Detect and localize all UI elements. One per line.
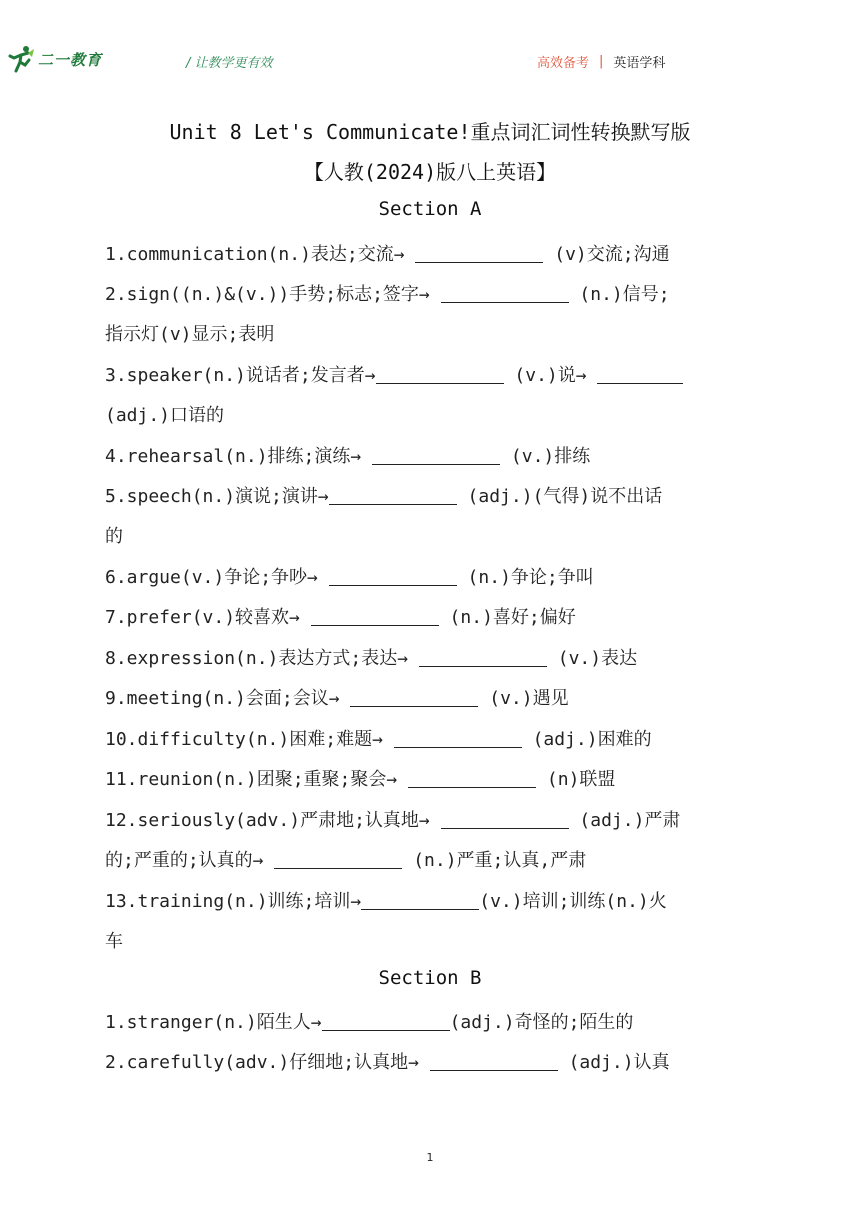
item-text: (adj.)严肃: [568, 810, 681, 831]
item-text: 4.rehearsal(n.)排练;演练→: [105, 446, 373, 467]
answer-blank[interactable]: [376, 365, 504, 384]
list-item: [105, 1048, 670, 1074]
list-item: [105, 280, 670, 306]
item-text: (n)联盟: [536, 769, 616, 790]
answer-blank[interactable]: [394, 729, 522, 748]
item-text: (v.)培训;训练(n.)火: [479, 891, 667, 912]
list-item-continuation: 指示灯(v)显示;表明: [105, 324, 275, 345]
item-text: (v.)说→: [503, 365, 598, 386]
item-text: 12.seriously(adv.)严肃地;认真地→: [105, 810, 441, 831]
answer-blank[interactable]: [415, 244, 543, 263]
list-item: [105, 361, 683, 387]
item-text: (v.)表达: [546, 648, 638, 669]
brand-logo: [6, 44, 102, 74]
answer-blank[interactable]: [274, 850, 402, 869]
list-item-continuation: (adj.)口语的: [105, 405, 225, 426]
list-item: [105, 442, 590, 468]
logo-text: 二一教育: [38, 50, 103, 69]
item-text: 1.communication(n.)表达;交流→: [105, 244, 416, 265]
item-text: 2.carefully(adv.)仔细地;认真地→: [105, 1052, 430, 1073]
item-text: (adj.)奇怪的;陌生的: [449, 1012, 634, 1033]
item-text: (v.)排练: [500, 446, 591, 467]
list-item: [105, 644, 637, 670]
section-a-heading: Section A: [378, 198, 482, 220]
list-item: [105, 684, 569, 710]
item-text: 3.speaker(n.)说话者;发言者→: [105, 365, 376, 386]
item-text: (adj.)(气得)说不出话: [456, 486, 663, 507]
answer-blank[interactable]: [597, 365, 683, 384]
item-text: 10.difficulty(n.)困难;难题→: [105, 729, 394, 750]
list-item: [105, 806, 680, 832]
list-item-continuation: 车: [105, 931, 123, 952]
answer-blank[interactable]: [311, 607, 439, 626]
answer-blank[interactable]: [441, 284, 569, 303]
list-item-continuation: [105, 846, 586, 872]
section-b-heading: Section B: [378, 967, 482, 989]
header-slogan: / 让教学更有效: [186, 56, 273, 71]
item-text: (v)交流;沟通: [543, 244, 670, 265]
answer-blank[interactable]: [430, 1052, 558, 1071]
answer-blank[interactable]: [329, 486, 457, 505]
list-item: [105, 240, 670, 266]
list-item-continuation: 的: [105, 526, 123, 547]
answer-blank[interactable]: [372, 446, 500, 465]
header-separator: |: [599, 54, 604, 69]
answer-blank[interactable]: [322, 1012, 450, 1031]
answer-blank[interactable]: [361, 891, 479, 910]
item-text: 7.prefer(v.)较喜欢→: [105, 607, 311, 628]
answer-blank[interactable]: [441, 810, 569, 829]
item-text: 13.training(n.)训练;培训→: [105, 891, 362, 912]
item-text: 5.speech(n.)演说;演讲→: [105, 486, 329, 507]
item-text: 的;严重的;认真的→: [105, 850, 275, 871]
list-item: [105, 603, 576, 629]
document-subtitle: 【人教(2024)版八上英语】: [303, 160, 557, 184]
item-text: (n.)喜好;偏好: [438, 607, 576, 628]
answer-blank[interactable]: [408, 769, 536, 788]
page-number: 1: [426, 1151, 434, 1164]
list-item: [105, 725, 652, 751]
answer-blank[interactable]: [329, 567, 457, 586]
item-text: 8.expression(n.)表达方式;表达→: [105, 648, 419, 669]
item-text: (adj.)困难的: [521, 729, 652, 750]
item-text: (n.)严重;认真,严肃: [402, 850, 587, 871]
item-text: 1.stranger(n.)陌生人→: [105, 1012, 322, 1033]
list-item: [105, 765, 615, 791]
header-tag: 高效备考: [537, 56, 590, 71]
item-text: 6.argue(v.)争论;争吵→: [105, 567, 329, 588]
answer-blank[interactable]: [419, 648, 547, 667]
item-text: (v.)遇见: [478, 688, 569, 709]
item-text: 9.meeting(n.)会面;会议→: [105, 688, 351, 709]
answer-blank[interactable]: [350, 688, 478, 707]
running-figure-icon: [6, 44, 36, 74]
list-item: [105, 563, 594, 589]
header-right: [537, 52, 665, 71]
item-text: 2.sign((n.)&(v.))手势;标志;签字→: [105, 284, 441, 305]
header-subject: 英语学科: [613, 56, 666, 71]
item-text: (adj.)认真: [557, 1052, 670, 1073]
document-title: Unit 8 Let's Communicate!重点词汇词性转换默写版: [169, 120, 691, 144]
item-text: (n.)争论;争叫: [456, 567, 594, 588]
list-item: [105, 1008, 633, 1034]
item-text: (n.)信号;: [568, 284, 670, 305]
item-text: 11.reunion(n.)团聚;重聚;聚会→: [105, 769, 409, 790]
list-item: [105, 482, 662, 508]
list-item: [105, 887, 667, 913]
